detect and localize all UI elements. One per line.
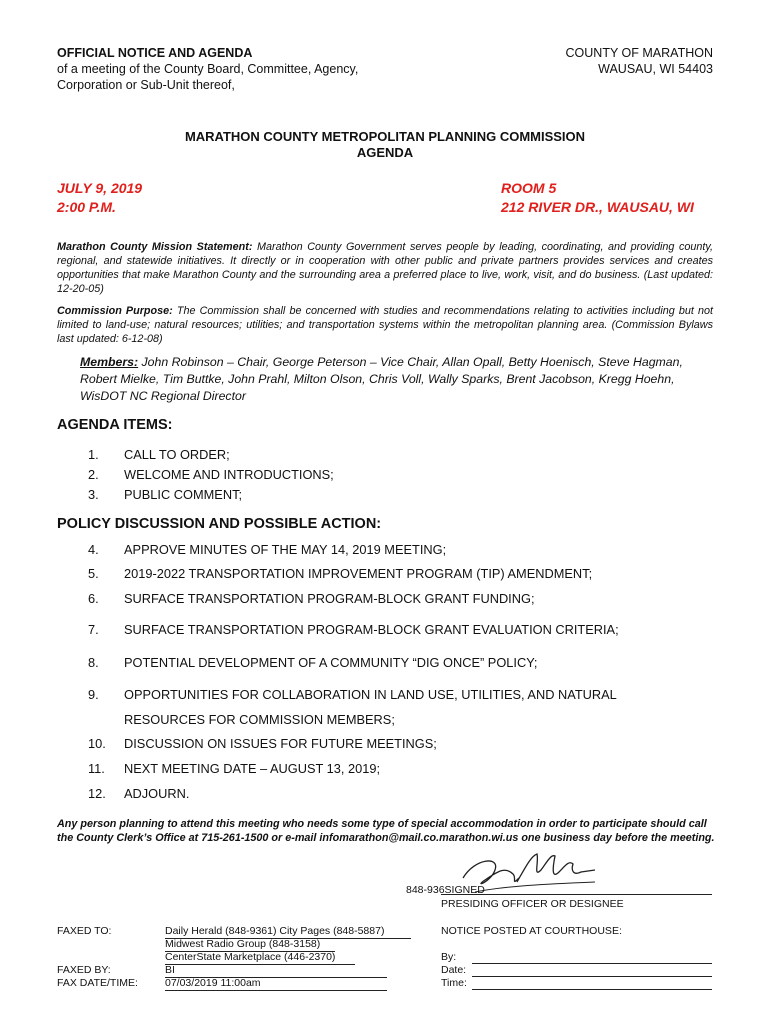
item-number: 10. <box>88 736 106 751</box>
item-number: 4. <box>88 542 99 557</box>
purpose-label: Commission Purpose: <box>57 305 173 317</box>
notice-subtitle-2: Corporation or Sub-Unit thereof, <box>57 78 235 92</box>
posted-by-line <box>472 951 712 964</box>
item-number: 12. <box>88 786 106 801</box>
mission-text: Marathon County Government serves people by leading, coordinating, and providing county, regional, and statewide initiatives. It directly or in cooperation with other public and private partners provides services and creates opportunities that make Marathon County and the surrounding area a preferred place to live, work, visit, and do business. (Last updated: 12-20-05) <box>57 241 714 295</box>
signer-role: PRESIDING OFFICER OR DESIGNEE <box>441 898 624 910</box>
item-text: SURFACE TRANSPORTATION PROGRAM-BLOCK GRANT EVALUATION CRITERIA; <box>124 622 619 637</box>
meeting-room: ROOM 5 <box>501 180 557 196</box>
item-number: 8. <box>88 655 99 670</box>
policy-item <box>88 566 592 582</box>
item-text: ADJOURN. <box>124 786 190 801</box>
policy-item <box>88 591 535 607</box>
signature-line <box>441 894 712 895</box>
policy-heading: POLICY DISCUSSION AND POSSIBLE ACTION: <box>57 516 382 532</box>
faxed-to-line-3: CenterState Marketplace (446-2370) <box>165 951 355 965</box>
faxed-to-line-2: Midwest Radio Group (848-3158) <box>165 938 335 952</box>
signed-label: 848-936SIGNED <box>406 884 485 896</box>
accommodation-notice: Any person planning to attend this meeting who needs some type of special accommodation in order to participate should call the County Clerk’s Office at 715-261-1500 or e-mail infomarathon@mail.co.marathon.wi.us one business day before the meeting. <box>57 818 715 844</box>
fax-datetime-value: 07/03/2019 11:00am <box>165 977 387 991</box>
policy-item <box>88 761 380 777</box>
posted-date-line <box>472 964 712 977</box>
item-text: 2019-2022 TRANSPORTATION IMPROVEMENT PROGRAM (TIP) AMENDMENT; <box>124 566 593 581</box>
item-number: 9. <box>88 687 99 702</box>
agenda-item <box>88 467 334 483</box>
commission-purpose <box>57 304 713 346</box>
notice-subtitle-1: of a meeting of the County Board, Committee, Agency, <box>57 62 359 76</box>
policy-item <box>88 622 619 638</box>
item-text: WELCOME AND INTRODUCTIONS; <box>124 467 334 482</box>
members-text: John Robinson – Chair, George Peterson – Vice Chair, Allan Opall, Betty Hoenisch, Steve Hagman, Robert Mielke, Tim Buttke, John Prahl, Milton Olson, Chris Voll, Wally Sparks, Brent Jacobson, Kregg Hoehn, WisDOT NC Regional Director <box>80 355 683 403</box>
header-right <box>566 45 713 77</box>
item-number: 5. <box>88 566 99 581</box>
county-name: COUNTY OF MARATHON <box>565 46 713 60</box>
notice-title: OFFICIAL NOTICE AND AGENDA <box>57 46 253 60</box>
policy-item <box>88 736 437 752</box>
header-left <box>57 45 358 93</box>
fax-datetime-label: FAX DATE/TIME: <box>57 977 138 989</box>
item-text: PUBLIC COMMENT; <box>124 487 243 502</box>
meeting-location <box>501 179 694 217</box>
item-number: 2. <box>88 467 99 482</box>
posted-date-label: Date: <box>441 964 467 976</box>
policy-item <box>88 687 617 703</box>
item-text: DISCUSSION ON ISSUES FOR FUTURE MEETINGS; <box>124 736 437 751</box>
courthouse-notice-label: NOTICE POSTED AT COURTHOUSE: <box>441 925 622 937</box>
item-number: 11. <box>88 761 105 776</box>
faxed-by-label: FAXED BY: <box>57 964 111 976</box>
members-label: Members: <box>80 355 139 369</box>
mission-label: Marathon County Mission Statement: <box>57 241 253 253</box>
policy-item <box>88 542 446 558</box>
meeting-time: 2:00 P.M. <box>57 199 116 215</box>
meeting-address: 212 RIVER DR., WAUSAU, WI <box>501 199 694 215</box>
policy-item-continued: RESOURCES FOR COMMISSION MEMBERS; <box>124 712 395 727</box>
item-text: POTENTIAL DEVELOPMENT OF A COMMUNITY “DIG ONCE” POLICY; <box>124 655 538 670</box>
item-text: SURFACE TRANSPORTATION PROGRAM-BLOCK GRANT FUNDING; <box>124 591 535 606</box>
meeting-datetime <box>57 179 142 217</box>
agenda-item <box>88 487 242 503</box>
posted-by-label: By: <box>441 951 457 963</box>
page-title <box>0 129 770 161</box>
posted-time-line <box>472 977 712 990</box>
meeting-date: JULY 9, 2019 <box>57 180 143 196</box>
posted-time-label: Time: <box>441 977 467 989</box>
title-line-2: AGENDA <box>356 145 414 160</box>
title-line-1: MARATHON COUNTY METROPOLITAN PLANNING COMMISSION <box>184 129 586 144</box>
members-list <box>80 354 720 405</box>
item-text: CALL TO ORDER; <box>124 447 230 462</box>
item-text: OPPORTUNITIES FOR COLLABORATION IN LAND USE, UTILITIES, AND NATURAL <box>124 687 617 702</box>
county-city: WAUSAU, WI 54403 <box>598 62 713 76</box>
policy-item <box>88 655 537 671</box>
item-text: NEXT MEETING DATE – AUGUST 13, 2019; <box>124 761 381 776</box>
policy-item <box>88 786 189 802</box>
faxed-to-line-1: Daily Herald (848-9361) City Pages (848-5887) <box>165 925 411 939</box>
faxed-to-label: FAXED TO: <box>57 925 112 937</box>
agenda-heading: AGENDA ITEMS: <box>57 417 173 433</box>
purpose-text: The Commission shall be concerned with studies and recommendations relating to activities including but not limited to land-use; natural resources; utilities; and transportation systems within the metropolitan planning area. (Commission Bylaws last updated: 6-12-08) <box>57 305 714 345</box>
faxed-by-value: BI <box>165 964 387 978</box>
item-number: 7. <box>88 622 99 637</box>
item-text: APPROVE MINUTES OF THE MAY 14, 2019 MEETING; <box>124 542 447 557</box>
item-number: 3. <box>88 487 99 502</box>
item-number: 1. <box>88 447 99 462</box>
agenda-item <box>88 447 230 463</box>
item-number: 6. <box>88 591 99 606</box>
mission-statement <box>57 240 713 296</box>
